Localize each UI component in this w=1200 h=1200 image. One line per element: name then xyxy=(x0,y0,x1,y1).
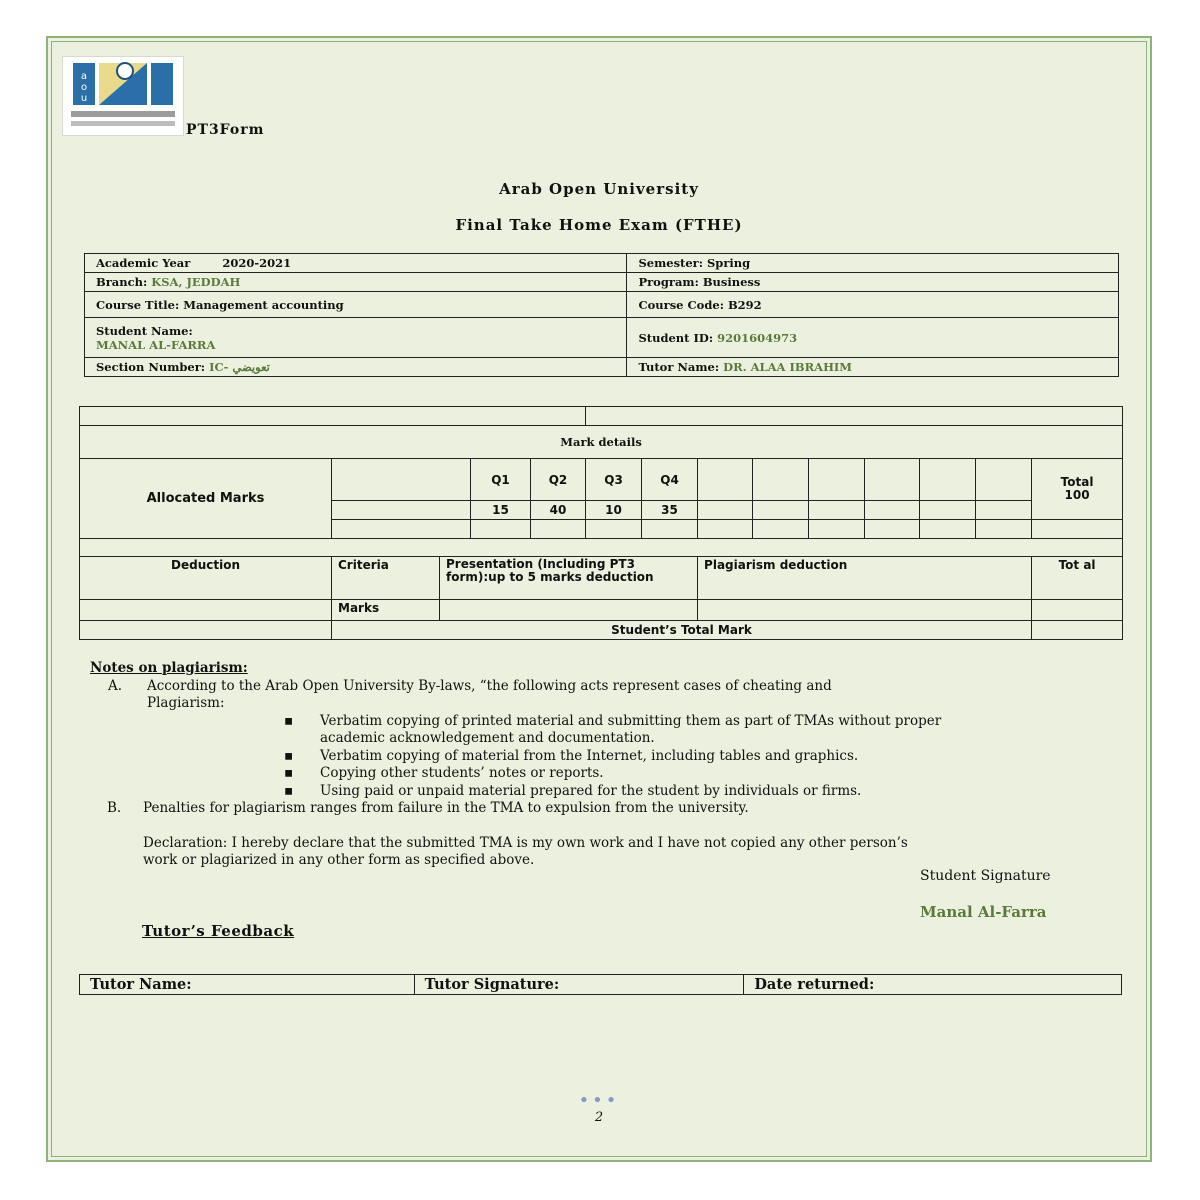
empty-cell xyxy=(976,459,1032,501)
info-row xyxy=(85,273,1119,292)
q4-header: Q4 xyxy=(642,459,698,501)
empty-cell xyxy=(332,501,471,520)
spacer-row xyxy=(80,539,1123,557)
page-dots: ••• xyxy=(578,1090,620,1111)
empty-cell xyxy=(976,520,1032,539)
student-total-row xyxy=(80,621,1123,640)
info-row xyxy=(85,318,1119,358)
empty-cell xyxy=(332,459,471,501)
empty-cell xyxy=(586,520,642,539)
allocated-marks-label: Allocated Marks xyxy=(80,459,332,539)
empty-cell xyxy=(440,600,698,621)
tutor-name-cell xyxy=(627,358,1119,377)
total-header xyxy=(1032,459,1123,520)
q2-mark: 40 xyxy=(531,501,586,520)
q3-header: Q3 xyxy=(586,459,642,501)
student-signature-label: Student Signature xyxy=(920,868,1051,884)
course-code-value: B292 xyxy=(727,297,762,312)
list-item-continuation-text: academic acknowledgement and documentation. xyxy=(320,730,655,746)
q3-mark: 10 xyxy=(586,501,642,520)
mark-details-title: Mark details xyxy=(80,426,1123,459)
date-returned-field: Date returned: xyxy=(744,975,1122,995)
marks-label: Marks xyxy=(332,600,440,621)
plagiarism-notes xyxy=(90,660,1090,870)
empty-cell xyxy=(920,520,976,539)
tutor-name-field: Tutor Name: xyxy=(80,975,415,995)
empty-cell xyxy=(809,501,865,520)
svg-text:u: u xyxy=(80,93,88,104)
empty-cell xyxy=(753,520,809,539)
list-item: ▪ Verbatim copying of material from the Internet, including tables and graphics. xyxy=(90,748,1090,766)
declaration-line-1: Declaration: I hereby declare that the submitted TMA is my own work and I have not copied any other person’s xyxy=(143,834,908,851)
empty-cell xyxy=(80,621,332,640)
section-value: IC- تعويضي xyxy=(209,360,270,374)
empty-cell xyxy=(1032,520,1123,539)
total-deduction-label: Tot al xyxy=(1032,557,1123,600)
empty-cell xyxy=(809,459,865,501)
list-item: ▪ Using paid or unpaid material prepared for the student by individuals or firms. xyxy=(90,783,1090,801)
questions-row xyxy=(80,459,1123,501)
empty-cell xyxy=(642,520,698,539)
empty-cell xyxy=(698,459,753,501)
tutor-table xyxy=(79,974,1122,995)
marks-top-row xyxy=(80,407,1123,426)
note-b-marker: B. xyxy=(107,800,122,816)
empty-cell xyxy=(809,520,865,539)
empty-cell xyxy=(1032,621,1123,640)
empty-cell xyxy=(586,407,1123,426)
branch-value: KSA, JEDDAH xyxy=(151,275,241,289)
empty-cell xyxy=(865,520,920,539)
section-cell xyxy=(85,358,627,377)
course-code-label: Course Code: xyxy=(638,297,724,312)
academic-year-cell xyxy=(85,254,627,273)
student-id-label: Student ID: xyxy=(638,330,714,345)
semester-value: Spring xyxy=(707,256,751,270)
tutor-row xyxy=(80,975,1122,995)
list-item-continuation xyxy=(90,730,1090,748)
q4-mark: 35 xyxy=(642,501,698,520)
svg-text:a: a xyxy=(80,71,88,82)
deduction-marks-row xyxy=(80,600,1123,621)
empty-cell xyxy=(80,600,332,621)
empty-cell xyxy=(698,501,753,520)
student-id-value: 9201604973 xyxy=(717,330,798,345)
empty-cell xyxy=(531,520,586,539)
notes-heading: Notes on plagiarism: xyxy=(90,660,248,676)
q2-header: Q2 xyxy=(531,459,586,501)
total-value: 100 xyxy=(1064,488,1090,502)
criteria-label: Criteria xyxy=(332,557,440,600)
student-name-cell xyxy=(85,318,627,358)
empty-cell xyxy=(976,501,1032,520)
program-value: Business xyxy=(702,275,761,289)
note-a-marker: A. xyxy=(108,677,123,694)
info-row xyxy=(85,254,1119,273)
note-b xyxy=(90,800,1090,818)
form-id: PT3Form xyxy=(186,122,265,138)
empty-cell xyxy=(80,407,586,426)
course-code-cell xyxy=(627,292,1119,318)
deduction-row xyxy=(80,557,1123,600)
info-row xyxy=(85,358,1119,377)
student-total-label: Student’s Total Mark xyxy=(332,621,1032,640)
course-title-cell xyxy=(85,292,627,318)
list-item: ▪ Copying other students’ notes or reports. xyxy=(90,765,1090,783)
tutor-name-value: DR. ALAA IBRAHIM xyxy=(723,360,853,374)
academic-year-value: 2020-2021 xyxy=(222,256,292,270)
course-title-label: Course Title: xyxy=(96,297,180,312)
plagiarism-criteria: Plagiarism deduction xyxy=(698,557,1032,600)
note-b-text: Penalties for plagiarism ranges from failure in the TMA to expulsion from the university. xyxy=(143,800,749,816)
note-a-text: According to the Arab Open University By-laws, “the following acts represent cases of cheating and xyxy=(147,677,832,694)
exam-title: Final Take Home Exam (FTHE) xyxy=(455,216,743,234)
plagiarism-list xyxy=(90,713,1090,801)
deduction-label: Deduction xyxy=(80,557,332,600)
empty-cell xyxy=(865,459,920,501)
empty-cell xyxy=(753,459,809,501)
program-label: Program: xyxy=(638,275,699,289)
semester-cell xyxy=(627,254,1119,273)
student-id-cell xyxy=(627,318,1119,358)
marks-title-row xyxy=(80,426,1123,459)
student-signature-name: Manal Al-Farra xyxy=(920,903,1047,921)
aou-logo-icon xyxy=(63,57,183,135)
mark-details-table xyxy=(79,406,1123,640)
empty-cell xyxy=(698,600,1032,621)
empty-cell xyxy=(753,501,809,520)
student-info-table xyxy=(84,253,1119,377)
program-cell xyxy=(627,273,1119,292)
empty-cell xyxy=(332,520,471,539)
empty-cell xyxy=(865,501,920,520)
q1-header: Q1 xyxy=(471,459,531,501)
declaration xyxy=(90,835,1090,870)
note-a-text-2: Plagiarism: xyxy=(147,695,225,711)
note-a xyxy=(90,678,1090,713)
branch-cell xyxy=(85,273,627,292)
empty-cell xyxy=(471,520,531,539)
page-number: 2 xyxy=(594,1110,604,1125)
course-title-value: Management accounting xyxy=(183,297,344,312)
empty-cell xyxy=(920,501,976,520)
tutor-feedback-heading: Tutor’s Feedback xyxy=(142,922,295,940)
empty-cell xyxy=(80,539,1123,557)
student-name-label: Student Name: xyxy=(96,323,193,338)
branch-label: Branch: xyxy=(96,275,148,289)
empty-cell xyxy=(1032,600,1123,621)
section-label: Section Number: xyxy=(96,360,206,374)
q1-mark: 15 xyxy=(471,501,531,520)
empty-cell xyxy=(920,459,976,501)
document-page xyxy=(46,36,1152,1162)
aou-logo xyxy=(62,56,184,136)
academic-year-label: Academic Year xyxy=(96,256,191,270)
info-row xyxy=(85,292,1119,318)
semester-label: Semester: xyxy=(638,256,703,270)
tutor-signature-field: Tutor Signature: xyxy=(414,975,744,995)
empty-cell xyxy=(698,520,753,539)
presentation-criteria: Presentation (Including PT3 form):up to 5 marks deduction xyxy=(440,557,698,600)
svg-text:o: o xyxy=(80,82,88,93)
declaration-line-2: work or plagiarized in any other form as specified above. xyxy=(143,852,535,868)
student-name-value: MANAL AL-FARRA xyxy=(96,337,216,352)
university-title: Arab Open University xyxy=(499,180,699,198)
list-item: ▪ Verbatim copying of printed material and submitting them as part of TMAs without proper xyxy=(90,713,1090,731)
total-label: Total xyxy=(1060,475,1094,489)
tutor-name-label: Tutor Name: xyxy=(638,360,720,374)
